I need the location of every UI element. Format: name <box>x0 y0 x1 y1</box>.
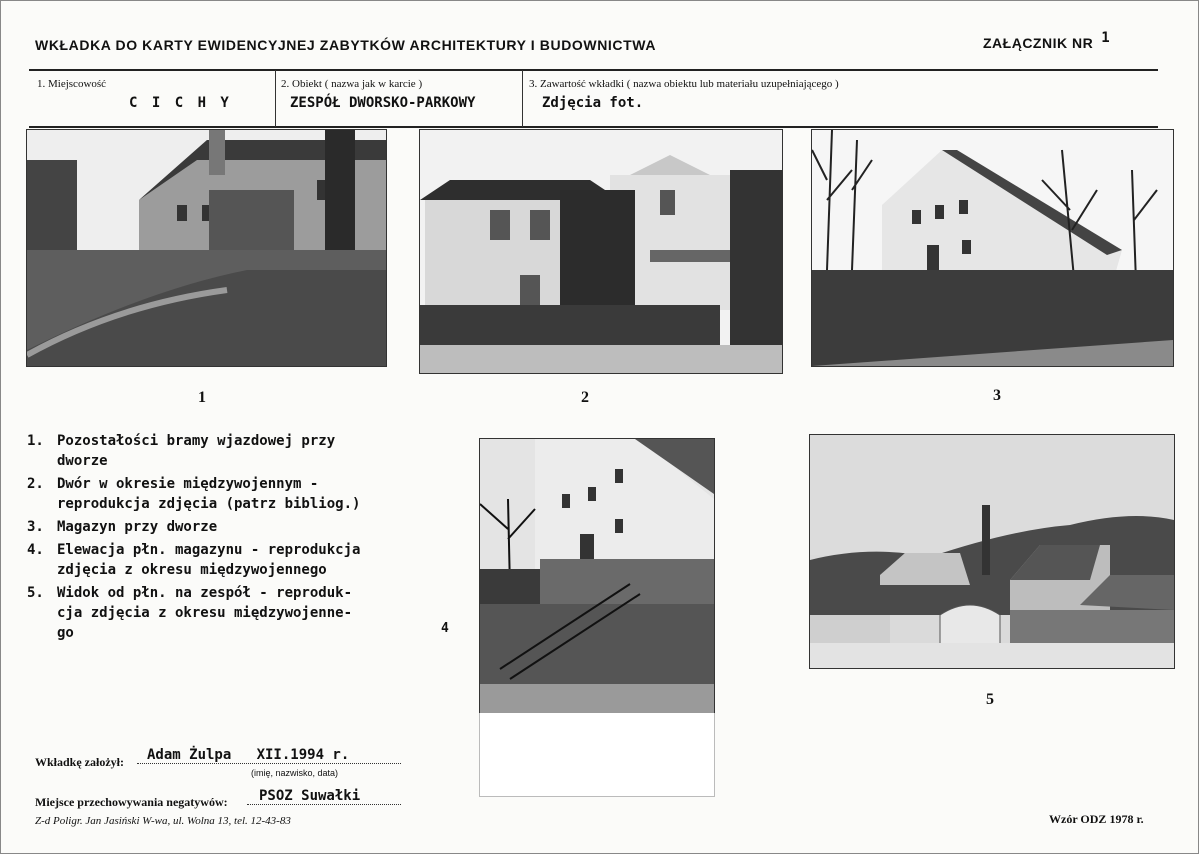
photo-2-number: 2 <box>581 389 589 406</box>
negatives-label: Miejsce przechowywania negatywów: <box>35 795 228 809</box>
caption-1-number: 1. <box>27 433 44 449</box>
form-version: Wzór ODZ 1978 r. <box>1049 812 1144 826</box>
caption-3-number: 3. <box>27 519 44 535</box>
caption-item-3 <box>27 517 447 537</box>
caption-4-text: Elewacja płn. magazynu - reprodukcja zdjęcia z okresu międzywojennego <box>57 542 361 578</box>
founder-hint: (imię, nazwisko, data) <box>251 768 339 778</box>
photo-4-storehouse-north-elevation <box>479 438 715 715</box>
locality-value: C I C H Y <box>129 95 232 111</box>
photo-5-number: 5 <box>986 691 994 708</box>
content-label: 3. Zawartość wkładki ( nazwa obiektu lub materiału uzupełniającego ) <box>529 78 839 90</box>
field-divider-2 <box>522 70 523 127</box>
object-label: 2. Obiekt ( nazwa jak w karcie ) <box>281 78 423 90</box>
photo-1-gate-remains <box>26 129 387 367</box>
caption-1-text: Pozostałości bramy wjazdowej przy dworze <box>57 433 336 469</box>
photo-1-number: 1 <box>198 389 206 406</box>
annex-label-text: ZAŁĄCZNIK NR <box>983 35 1094 51</box>
caption-2-text: Dwór w okresie międzywojennym - reprodukcja zdjęcia (patrz bibliog.) <box>57 476 361 512</box>
caption-5-text: Widok od płn. na zespół - reproduk- cja zdjęcia z okresu międzywojenne- go <box>57 585 353 641</box>
caption-2-number: 2. <box>27 476 44 492</box>
photo-3-number: 3 <box>993 387 1001 404</box>
locality-label: 1. Miejscowość <box>37 78 107 90</box>
negatives-dotted-line <box>247 804 401 805</box>
founder-value: Adam Żulpa XII.1994 r. <box>147 747 350 763</box>
photo-1-image <box>27 130 386 366</box>
photo-4-mount <box>479 713 715 797</box>
photo-4-number: 4 <box>441 621 449 636</box>
photo-2-manor-interwar <box>419 129 783 374</box>
content-value: Zdjęcia fot. <box>542 95 644 111</box>
caption-item-1 <box>27 431 447 471</box>
photo-3-storehouse <box>811 129 1174 367</box>
caption-item-2 <box>27 474 447 514</box>
printer-imprint: Z-d Poligr. Jan Jasiński W-wa, ul. Wolna 13, tel. 12-43-83 <box>35 815 291 827</box>
caption-4-number: 4. <box>27 542 44 558</box>
header-rule-top <box>29 69 1158 71</box>
photo-5-image <box>810 435 1174 668</box>
caption-item-4 <box>27 540 447 580</box>
sheet-title: WKŁADKA DO KARTY EWIDENCYJNEJ ZABYTKÓW ARCHITEKTURY I BUDOWNICTWA <box>35 37 657 53</box>
founder-label: Wkładkę założył: <box>35 755 124 769</box>
founder-dotted-line <box>137 763 401 764</box>
photo-2-image <box>420 130 782 373</box>
header-rule-bottom <box>29 126 1158 128</box>
caption-item-5 <box>27 583 447 643</box>
field-divider-1 <box>275 70 276 127</box>
caption-5-number: 5. <box>27 585 44 601</box>
negatives-value: PSOZ Suwałki <box>259 788 361 804</box>
caption-list <box>27 431 447 646</box>
photo-5-complex-from-north <box>809 434 1175 669</box>
object-value: ZESPÓŁ DWORSKO-PARKOWY <box>290 95 476 111</box>
annex-number: 1 <box>1101 30 1111 46</box>
annex-label <box>983 30 1111 52</box>
photo-4-image <box>480 439 714 714</box>
caption-3-text: Magazyn przy dworze <box>57 519 218 535</box>
photo-3-image <box>812 130 1173 366</box>
